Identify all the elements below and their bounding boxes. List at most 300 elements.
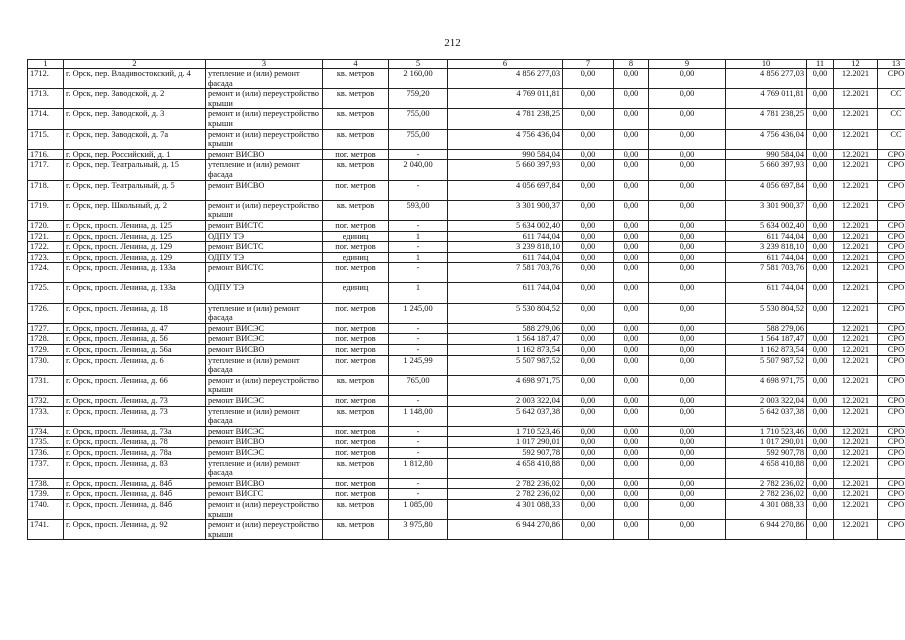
column-8-cell: 0,00	[614, 303, 649, 323]
quantity-cell: 1	[389, 231, 448, 242]
table-row	[28, 437, 905, 448]
column-11-cell: 0,00	[807, 252, 834, 263]
column-11-cell: 0,00	[807, 129, 834, 149]
row-number-cell: 1719.	[28, 200, 64, 220]
column-8-cell: 0,00	[614, 323, 649, 334]
unit-cell: кв. метров	[323, 458, 389, 478]
table-row	[28, 426, 905, 437]
cost-cell: 1 017 290,01	[448, 437, 563, 448]
fund-type-cell: СРО	[878, 69, 905, 89]
row-number-cell: 1739.	[28, 489, 64, 500]
column-8-cell: 0,00	[614, 406, 649, 426]
column-11-cell: 0,00	[807, 109, 834, 129]
address-cell: г. Орск, пер. Заводской, д. 2	[64, 89, 206, 109]
column-7-cell: 0,00	[563, 345, 614, 356]
total-cell: 1 017 290,01	[726, 437, 807, 448]
cost-cell: 611 744,04	[448, 231, 563, 242]
table-row	[28, 220, 905, 231]
column-8-cell: 0,00	[614, 242, 649, 253]
unit-cell: кв. метров	[323, 89, 389, 109]
total-cell: 1 564 187,47	[726, 334, 807, 345]
column-9-cell: 0,00	[649, 89, 726, 109]
unit-cell: кв. метров	[323, 129, 389, 149]
column-8-cell: 0,00	[614, 334, 649, 345]
fund-type-cell: СРО	[878, 180, 905, 200]
address-cell: г. Орск, просп. Ленина, д. 18	[64, 303, 206, 323]
cost-cell: 611 744,04	[448, 252, 563, 263]
column-9-cell: 0,00	[649, 69, 726, 89]
unit-cell: пог. метров	[323, 489, 389, 500]
cost-cell: 3 239 818,10	[448, 242, 563, 253]
work-type-cell: ремонт ВИСВО	[206, 149, 323, 160]
total-cell: 7 581 703,76	[726, 263, 807, 283]
deadline-cell: 12.2021	[834, 458, 878, 478]
unit-cell: кв. метров	[323, 200, 389, 220]
column-number-header: 7	[563, 60, 614, 69]
table-row	[28, 334, 905, 345]
column-11-cell: 0,00	[807, 180, 834, 200]
quantity-cell: 2 040,00	[389, 160, 448, 180]
quantity-cell: 1 245,00	[389, 303, 448, 323]
deadline-cell: 12.2021	[834, 200, 878, 220]
column-9-cell: 0,00	[649, 283, 726, 303]
column-7-cell: 0,00	[563, 160, 614, 180]
total-cell: 4 301 088,33	[726, 499, 807, 519]
work-type-cell: ремонт ВИСГС	[206, 489, 323, 500]
fund-type-cell: СРО	[878, 396, 905, 407]
address-cell: г. Орск, пер. Театральный, д. 15	[64, 160, 206, 180]
cost-cell: 4 756 436,04	[448, 129, 563, 149]
quantity-cell: 755,00	[389, 129, 448, 149]
column-9-cell: 0,00	[649, 334, 726, 345]
work-type-cell: ремонт ВИСЭС	[206, 426, 323, 437]
column-7-cell: 0,00	[563, 200, 614, 220]
column-8-cell: 0,00	[614, 447, 649, 458]
total-cell: 5 530 804,52	[726, 303, 807, 323]
column-9-cell: 0,00	[649, 489, 726, 500]
repair-register-table	[27, 59, 905, 540]
deadline-cell: 12.2021	[834, 334, 878, 345]
deadline-cell: 12.2021	[834, 242, 878, 253]
quantity-cell: -	[389, 478, 448, 489]
unit-cell: единиц	[323, 283, 389, 303]
work-type-cell: ремонт ВИСЭС	[206, 396, 323, 407]
fund-type-cell: СРО	[878, 263, 905, 283]
column-7-cell: 0,00	[563, 129, 614, 149]
cost-cell: 4 856 277,03	[448, 69, 563, 89]
address-cell: г. Орск, просп. Ленина, д. 78а	[64, 447, 206, 458]
column-11-cell: 0,00	[807, 220, 834, 231]
total-cell: 1 710 523,46	[726, 426, 807, 437]
work-type-cell: ОДПУ ТЭ	[206, 283, 323, 303]
fund-type-cell: СРО	[878, 149, 905, 160]
table-row	[28, 323, 905, 334]
total-cell: 2 782 236,02	[726, 489, 807, 500]
column-7-cell: 0,00	[563, 437, 614, 448]
unit-cell: пог. метров	[323, 263, 389, 283]
row-number-cell: 1738.	[28, 478, 64, 489]
row-number-cell: 1731.	[28, 375, 64, 395]
column-11-cell: 0,00	[807, 447, 834, 458]
column-9-cell: 0,00	[649, 426, 726, 437]
cost-cell: 1 710 523,46	[448, 426, 563, 437]
row-number-cell: 1727.	[28, 323, 64, 334]
row-number-cell: 1733.	[28, 406, 64, 426]
fund-type-cell: СРО	[878, 242, 905, 253]
cost-cell: 4 769 011,81	[448, 89, 563, 109]
quantity-cell: -	[389, 447, 448, 458]
address-cell: г. Орск, просп. Ленина, д. 133а	[64, 263, 206, 283]
fund-type-cell: СРО	[878, 323, 905, 334]
total-cell: 5 507 987,52	[726, 355, 807, 375]
deadline-cell: 12.2021	[834, 89, 878, 109]
table-row	[28, 160, 905, 180]
unit-cell: кв. метров	[323, 499, 389, 519]
column-7-cell: 0,00	[563, 375, 614, 395]
column-number-header: 10	[726, 60, 807, 69]
work-type-cell: ремонт и (или) переустройство крыши	[206, 375, 323, 395]
quantity-cell: -	[389, 149, 448, 160]
table-row	[28, 200, 905, 220]
unit-cell: пог. метров	[323, 149, 389, 160]
address-cell: г. Орск, пер. Владивостокский, д. 4	[64, 69, 206, 89]
column-7-cell: 0,00	[563, 396, 614, 407]
column-11-cell: 0,00	[807, 458, 834, 478]
total-cell: 5 634 002,40	[726, 220, 807, 231]
column-9-cell: 0,00	[649, 252, 726, 263]
row-number-cell: 1730.	[28, 355, 64, 375]
cost-cell: 4 698 971,75	[448, 375, 563, 395]
work-type-cell: ремонт ВИСВО	[206, 437, 323, 448]
unit-cell: единиц	[323, 252, 389, 263]
column-8-cell: 0,00	[614, 129, 649, 149]
total-cell: 4 756 436,04	[726, 129, 807, 149]
column-11-cell: 0,00	[807, 426, 834, 437]
table-row	[28, 109, 905, 129]
table-row	[28, 478, 905, 489]
column-8-cell: 0,00	[614, 478, 649, 489]
cost-cell: 2 003 322,04	[448, 396, 563, 407]
column-number-header: 11	[807, 60, 834, 69]
column-9-cell: 0,00	[649, 160, 726, 180]
work-type-cell: ремонт ВИСЭС	[206, 447, 323, 458]
deadline-cell: 12.2021	[834, 396, 878, 407]
table-row	[28, 283, 905, 303]
address-cell: г. Орск, просп. Ленина, д. 129	[64, 242, 206, 253]
cost-cell: 990 584,04	[448, 149, 563, 160]
column-11-cell: 0,00	[807, 406, 834, 426]
row-number-cell: 1726.	[28, 303, 64, 323]
total-cell: 2 003 322,04	[726, 396, 807, 407]
table-row	[28, 69, 905, 89]
column-8-cell: 0,00	[614, 109, 649, 129]
address-cell: г. Орск, просп. Ленина, д. 83	[64, 458, 206, 478]
column-9-cell: 0,00	[649, 109, 726, 129]
column-11-cell: 0,00	[807, 160, 834, 180]
work-type-cell: ремонт и (или) переустройство крыши	[206, 89, 323, 109]
unit-cell: пог. метров	[323, 180, 389, 200]
column-number-header: 1	[28, 60, 64, 69]
unit-cell: кв. метров	[323, 160, 389, 180]
row-number-cell: 1712.	[28, 69, 64, 89]
quantity-cell: 1 148,00	[389, 406, 448, 426]
column-8-cell: 0,00	[614, 263, 649, 283]
address-cell: г. Орск, просп. Ленина, д. 129	[64, 252, 206, 263]
row-number-cell: 1717.	[28, 160, 64, 180]
column-7-cell: 0,00	[563, 252, 614, 263]
fund-type-cell: СРО	[878, 252, 905, 263]
cost-cell: 4 658 410,88	[448, 458, 563, 478]
total-cell: 4 698 971,75	[726, 375, 807, 395]
deadline-cell: 12.2021	[834, 375, 878, 395]
unit-cell: пог. метров	[323, 303, 389, 323]
unit-cell: кв. метров	[323, 406, 389, 426]
column-9-cell: 0,00	[649, 242, 726, 253]
column-8-cell: 0,00	[614, 355, 649, 375]
column-9-cell: 0,00	[649, 149, 726, 160]
cost-cell: 3 301 900,37	[448, 200, 563, 220]
table-row	[28, 252, 905, 263]
address-cell: г. Орск, просп. Ленина, д. 84б	[64, 478, 206, 489]
column-number-header: 5	[389, 60, 448, 69]
table-row	[28, 345, 905, 356]
column-11-cell	[807, 323, 834, 334]
work-type-cell: утепление и (или) ремонт фасада	[206, 355, 323, 375]
column-number-header: 2	[64, 60, 206, 69]
cost-cell: 1 564 187,47	[448, 334, 563, 345]
unit-cell: пог. метров	[323, 345, 389, 356]
deadline-cell: 12.2021	[834, 437, 878, 448]
work-type-cell: ремонт и (или) переустройство крыши	[206, 129, 323, 149]
column-11-cell: 0,00	[807, 489, 834, 500]
address-cell: г. Орск, просп. Ленина, д. 73а	[64, 426, 206, 437]
work-type-cell: утепление и (или) ремонт фасада	[206, 69, 323, 89]
table-row	[28, 129, 905, 149]
address-cell: г. Орск, пер. Заводской, д. 7а	[64, 129, 206, 149]
column-9-cell: 0,00	[649, 220, 726, 231]
address-cell: г. Орск, просп. Ленина, д. 125	[64, 220, 206, 231]
column-7-cell: 0,00	[563, 69, 614, 89]
column-11-cell: 0,00	[807, 345, 834, 356]
total-cell: 3 239 818,10	[726, 242, 807, 253]
column-number-header: 3	[206, 60, 323, 69]
column-7-cell: 0,00	[563, 180, 614, 200]
column-9-cell: 0,00	[649, 437, 726, 448]
unit-cell: пог. метров	[323, 478, 389, 489]
quantity-cell: 765,00	[389, 375, 448, 395]
quantity-cell: 1 085,00	[389, 499, 448, 519]
column-7-cell: 0,00	[563, 263, 614, 283]
address-cell: г. Орск, пер. Российский, д. 1	[64, 149, 206, 160]
column-9-cell: 0,00	[649, 406, 726, 426]
column-number-row	[28, 60, 905, 69]
address-cell: г. Орск, пер. Театральный, д. 5	[64, 180, 206, 200]
column-number-header: 12	[834, 60, 878, 69]
deadline-cell: 12.2021	[834, 345, 878, 356]
work-type-cell: ремонт ВИСТС	[206, 242, 323, 253]
column-9-cell: 0,00	[649, 303, 726, 323]
deadline-cell: 12.2021	[834, 69, 878, 89]
work-type-cell: ремонт ВИСВО	[206, 345, 323, 356]
cost-cell: 592 907,78	[448, 447, 563, 458]
total-cell: 2 782 236,02	[726, 478, 807, 489]
table-row	[28, 489, 905, 500]
table-row	[28, 396, 905, 407]
column-11-cell: 0,00	[807, 263, 834, 283]
quantity-cell: -	[389, 263, 448, 283]
total-cell: 588 279,06	[726, 323, 807, 334]
table-row	[28, 303, 905, 323]
total-cell: 3 301 900,37	[726, 200, 807, 220]
deadline-cell: 12.2021	[834, 283, 878, 303]
column-9-cell: 0,00	[649, 200, 726, 220]
unit-cell: пог. метров	[323, 323, 389, 334]
column-11-cell: 0,00	[807, 69, 834, 89]
column-11-cell: 0,00	[807, 396, 834, 407]
total-cell: 1 162 873,54	[726, 345, 807, 356]
column-7-cell: 0,00	[563, 109, 614, 129]
fund-type-cell: СРО	[878, 489, 905, 500]
cost-cell: 5 507 987,52	[448, 355, 563, 375]
deadline-cell: 12.2021	[834, 231, 878, 242]
table-row	[28, 149, 905, 160]
column-11-cell: 0,00	[807, 200, 834, 220]
work-type-cell: ремонт и (или) переустройство крыши	[206, 200, 323, 220]
row-number-cell: 1740.	[28, 499, 64, 519]
quantity-cell: 759,20	[389, 89, 448, 109]
column-7-cell: 0,00	[563, 478, 614, 489]
column-9-cell: 0,00	[649, 231, 726, 242]
column-number-header: 6	[448, 60, 563, 69]
row-number-cell: 1721.	[28, 231, 64, 242]
column-8-cell: 0,00	[614, 231, 649, 242]
fund-type-cell: СРО	[878, 334, 905, 345]
column-7-cell: 0,00	[563, 499, 614, 519]
column-8-cell: 0,00	[614, 437, 649, 448]
work-type-cell: ремонт ВИСВО	[206, 478, 323, 489]
row-number-cell: 1713.	[28, 89, 64, 109]
address-cell: г. Орск, просп. Ленина, д. 6	[64, 355, 206, 375]
fund-type-cell: СРО	[878, 303, 905, 323]
quantity-cell: -	[389, 426, 448, 437]
column-8-cell: 0,00	[614, 489, 649, 500]
total-cell: 4 781 238,25	[726, 109, 807, 129]
quantity-cell: -	[389, 323, 448, 334]
fund-type-cell: СРО	[878, 478, 905, 489]
row-number-cell: 1716.	[28, 149, 64, 160]
table-row	[28, 406, 905, 426]
work-type-cell: ОДПУ ТЭ	[206, 252, 323, 263]
unit-cell: кв. метров	[323, 520, 389, 540]
fund-type-cell: СРО	[878, 426, 905, 437]
address-cell: г. Орск, просп. Ленина, д. 73	[64, 406, 206, 426]
column-11-cell: 0,00	[807, 499, 834, 519]
deadline-cell: 12.2021	[834, 499, 878, 519]
column-9-cell: 0,00	[649, 375, 726, 395]
column-8-cell: 0,00	[614, 220, 649, 231]
row-number-cell: 1741.	[28, 520, 64, 540]
table-row	[28, 447, 905, 458]
row-number-cell: 1732.	[28, 396, 64, 407]
row-number-cell: 1720.	[28, 220, 64, 231]
work-type-cell: ремонт и (или) переустройство крыши	[206, 109, 323, 129]
fund-type-cell: СРО	[878, 447, 905, 458]
column-9-cell: 0,00	[649, 396, 726, 407]
column-9-cell: 0,00	[649, 345, 726, 356]
table-row	[28, 89, 905, 109]
quantity-cell: -	[389, 437, 448, 448]
quantity-cell: 1	[389, 283, 448, 303]
fund-type-cell: СРО	[878, 200, 905, 220]
address-cell: г. Орск, просп. Ленина, д. 66	[64, 375, 206, 395]
column-8-cell: 0,00	[614, 200, 649, 220]
cost-cell: 6 944 270,86	[448, 520, 563, 540]
column-11-cell: 0,00	[807, 520, 834, 540]
column-7-cell: 0,00	[563, 334, 614, 345]
address-cell: г. Орск, просп. Ленина, д. 78	[64, 437, 206, 448]
quantity-cell: 3 975,80	[389, 520, 448, 540]
fund-type-cell: СРО	[878, 406, 905, 426]
fund-type-cell: СРО	[878, 220, 905, 231]
table-body	[28, 69, 905, 540]
column-8-cell: 0,00	[614, 426, 649, 437]
quantity-cell: -	[389, 334, 448, 345]
row-number-cell: 1724.	[28, 263, 64, 283]
total-cell: 592 907,78	[726, 447, 807, 458]
column-7-cell: 0,00	[563, 520, 614, 540]
quantity-cell: 1 245,99	[389, 355, 448, 375]
deadline-cell: 12.2021	[834, 447, 878, 458]
table-row	[28, 375, 905, 395]
fund-type-cell: СРО	[878, 355, 905, 375]
row-number-cell: 1735.	[28, 437, 64, 448]
column-9-cell: 0,00	[649, 129, 726, 149]
quantity-cell: 1	[389, 252, 448, 263]
row-number-cell: 1714.	[28, 109, 64, 129]
column-7-cell: 0,00	[563, 231, 614, 242]
cost-cell: 2 782 236,02	[448, 478, 563, 489]
unit-cell: пог. метров	[323, 447, 389, 458]
work-type-cell: ОДПУ ТЭ	[206, 231, 323, 242]
deadline-cell: 12.2021	[834, 252, 878, 263]
address-cell: г. Орск, просп. Ленина, д. 56а	[64, 345, 206, 356]
unit-cell: пог. метров	[323, 220, 389, 231]
cost-cell: 5 634 002,40	[448, 220, 563, 231]
deadline-cell: 12.2021	[834, 263, 878, 283]
column-8-cell: 0,00	[614, 149, 649, 160]
fund-type-cell: СРО	[878, 520, 905, 540]
fund-type-cell: СС	[878, 109, 905, 129]
fund-type-cell: СРО	[878, 160, 905, 180]
cost-cell: 611 744,04	[448, 283, 563, 303]
work-type-cell: ремонт и (или) переустройство крыши	[206, 499, 323, 519]
address-cell: г. Орск, просп. Ленина, д. 47	[64, 323, 206, 334]
deadline-cell: 12.2021	[834, 520, 878, 540]
column-8-cell: 0,00	[614, 345, 649, 356]
total-cell: 611 744,04	[726, 283, 807, 303]
column-number-header: 8	[614, 60, 649, 69]
table-row	[28, 242, 905, 253]
column-8-cell: 0,00	[614, 69, 649, 89]
fund-type-cell: СС	[878, 129, 905, 149]
column-9-cell: 0,00	[649, 520, 726, 540]
deadline-cell: 12.2021	[834, 149, 878, 160]
unit-cell: кв. метров	[323, 109, 389, 129]
address-cell: г. Орск, пер. Школьный, д. 2	[64, 200, 206, 220]
quantity-cell: -	[389, 220, 448, 231]
cost-cell: 4 301 088,33	[448, 499, 563, 519]
column-8-cell: 0,00	[614, 458, 649, 478]
